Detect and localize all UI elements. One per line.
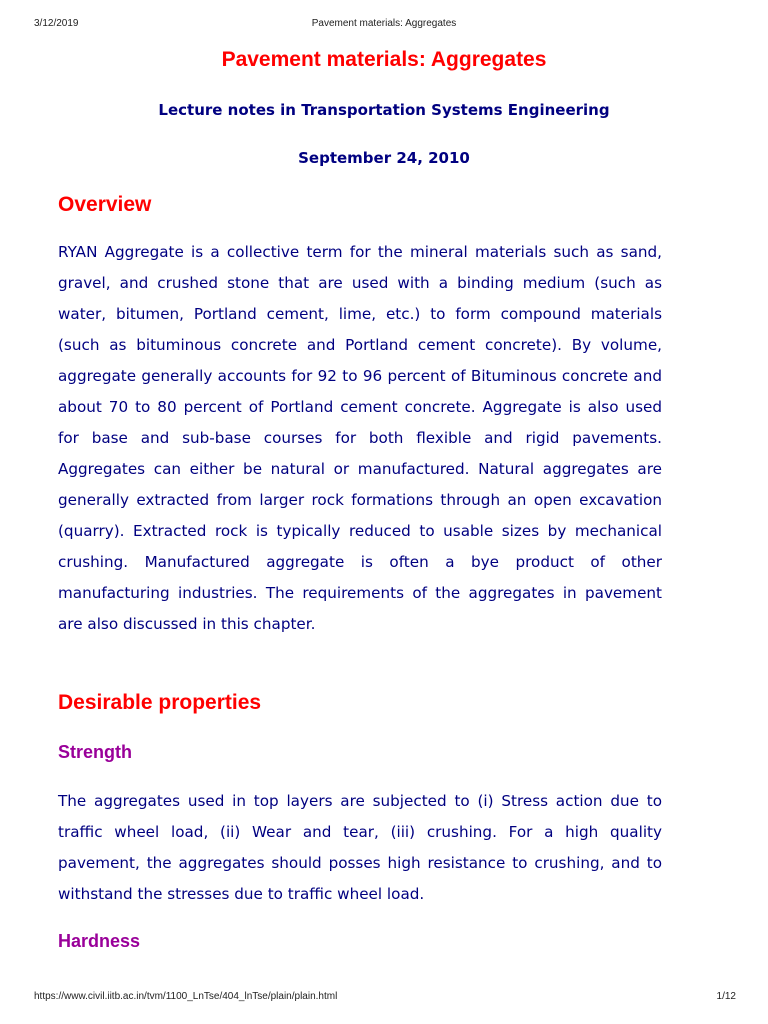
hardness-heading: Hardness <box>58 931 141 951</box>
document-subtitle: Lecture notes in Transportation Systems Engineering <box>158 101 610 119</box>
print-header <box>0 18 768 32</box>
print-date: 3/12/2019 <box>34 18 79 29</box>
print-footer <box>0 991 768 1005</box>
document-date: September 24, 2010 <box>298 149 470 167</box>
overview-paragraph: RYAN Aggregate is a collective term for the mineral materials such as sand, gravel, and crushed stone that are used with a binding medium (such as water, bitumen, Portland cement, lime, etc.) to form compound materials (such as bituminous concrete and Portland cement concrete). By volume, aggregate generally accounts for 92 to 96 percent of Bituminous concrete and about 70 to 80 percent of Portland cement concrete. Aggregate is also used for base and sub-base courses for both flexible and rigid pavements. Aggregates can either be natural or manufactured. Natural aggregates are generally extracted from larger rock formations through an open excavation (quarry). Extracted rock is typically reduced to usable sizes by mechanical crushing. Manufactured aggregate is often a bye product of other manufacturing industries. The requirements of the aggregates in pavement are also discussed in this chapter. <box>58 243 662 633</box>
overview-heading: Overview <box>58 193 152 216</box>
print-title: Pavement materials: Aggregates <box>311 18 457 29</box>
page-number: 1/12 <box>716 991 736 1002</box>
document-title: Pavement materials: Aggregates <box>221 48 547 71</box>
desirable-properties-heading: Desirable properties <box>58 691 262 714</box>
strength-paragraph: The aggregates used in top layers are subjected to (i) Stress action due to traffic wheel load, (ii) Wear and tear, (iii) crushing. For a high quality pavement, the aggregates should posses high resistance to crushing, and to withstand the stresses due to traffic wheel load. <box>58 792 662 903</box>
print-url: https://www.civil.iitb.ac.in/tvm/1100_LnTse/404_lnTse/plain/plain.html <box>34 991 338 1002</box>
strength-heading: Strength <box>58 742 132 762</box>
